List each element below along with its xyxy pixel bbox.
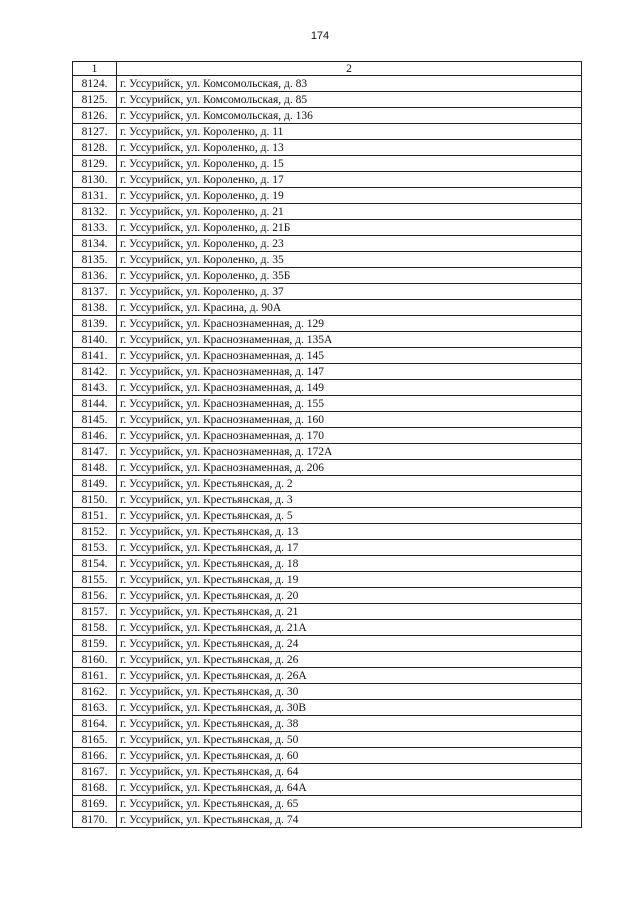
table-row (73, 508, 582, 524)
row-number: 8166. (73, 748, 117, 764)
table-row (73, 476, 582, 492)
row-number: 8134. (73, 236, 117, 252)
row-number: 8162. (73, 684, 117, 700)
table-row (73, 764, 582, 780)
row-number: 8137. (73, 284, 117, 300)
row-address: г. Уссурийск, ул. Короленко, д. 23 (117, 236, 582, 252)
table-row (73, 444, 582, 460)
table-row (73, 652, 582, 668)
row-number: 8145. (73, 412, 117, 428)
table-row (73, 460, 582, 476)
row-address: г. Уссурийск, ул. Короленко, д. 21Б (117, 220, 582, 236)
column-header-number: 1 (73, 62, 117, 76)
row-address: г. Уссурийск, ул. Краснознаменная, д. 170 (117, 428, 582, 444)
table-row (73, 300, 582, 316)
row-address: г. Уссурийск, ул. Крестьянская, д. 38 (117, 716, 582, 732)
row-number: 8132. (73, 204, 117, 220)
row-address: г. Уссурийск, ул. Краснознаменная, д. 160 (117, 412, 582, 428)
table-row (73, 364, 582, 380)
row-number: 8126. (73, 108, 117, 124)
row-address: г. Уссурийск, ул. Крестьянская, д. 2 (117, 476, 582, 492)
row-address: г. Уссурийск, ул. Крестьянская, д. 30В (117, 700, 582, 716)
row-address: г. Уссурийск, ул. Короленко, д. 37 (117, 284, 582, 300)
row-address: г. Уссурийск, ул. Крестьянская, д. 18 (117, 556, 582, 572)
table-row (73, 604, 582, 620)
table-body (73, 76, 582, 828)
table-row (73, 332, 582, 348)
row-number: 8136. (73, 268, 117, 284)
row-address: г. Уссурийск, ул. Крестьянская, д. 30 (117, 684, 582, 700)
table-row (73, 140, 582, 156)
row-number: 8131. (73, 188, 117, 204)
row-number: 8135. (73, 252, 117, 268)
table-row (73, 700, 582, 716)
row-address: г. Уссурийск, ул. Крестьянская, д. 50 (117, 732, 582, 748)
table-header (73, 62, 582, 76)
row-number: 8154. (73, 556, 117, 572)
table-header-row (73, 62, 582, 76)
table-row (73, 732, 582, 748)
row-number: 8156. (73, 588, 117, 604)
row-number: 8155. (73, 572, 117, 588)
row-number: 8138. (73, 300, 117, 316)
table-row (73, 556, 582, 572)
row-address: г. Уссурийск, ул. Крестьянская, д. 60 (117, 748, 582, 764)
table-row (73, 188, 582, 204)
row-number: 8140. (73, 332, 117, 348)
row-number: 8149. (73, 476, 117, 492)
table-row (73, 396, 582, 412)
row-address: г. Уссурийск, ул. Короленко, д. 15 (117, 156, 582, 172)
row-address: г. Уссурийск, ул. Крестьянская, д. 26А (117, 668, 582, 684)
row-address: г. Уссурийск, ул. Крестьянская, д. 64А (117, 780, 582, 796)
row-address: г. Уссурийск, ул. Крестьянская, д. 64 (117, 764, 582, 780)
table-row (73, 636, 582, 652)
row-number: 8167. (73, 764, 117, 780)
row-number: 8127. (73, 124, 117, 140)
table-row (73, 524, 582, 540)
row-address: г. Уссурийск, ул. Крестьянская, д. 74 (117, 812, 582, 828)
row-number: 8150. (73, 492, 117, 508)
row-number: 8161. (73, 668, 117, 684)
row-number: 8152. (73, 524, 117, 540)
table-row (73, 540, 582, 556)
row-number: 8139. (73, 316, 117, 332)
row-number: 8157. (73, 604, 117, 620)
row-address: г. Уссурийск, ул. Крестьянская, д. 3 (117, 492, 582, 508)
row-address: г. Уссурийск, ул. Короленко, д. 35 (117, 252, 582, 268)
row-number: 8146. (73, 428, 117, 444)
row-address: г. Уссурийск, ул. Крестьянская, д. 65 (117, 796, 582, 812)
table-row (73, 796, 582, 812)
row-number: 8143. (73, 380, 117, 396)
row-address: г. Уссурийск, ул. Крестьянская, д. 21 (117, 604, 582, 620)
row-number: 8144. (73, 396, 117, 412)
row-address: г. Уссурийск, ул. Комсомольская, д. 85 (117, 92, 582, 108)
table-row (73, 412, 582, 428)
row-address: г. Уссурийск, ул. Крестьянская, д. 20 (117, 588, 582, 604)
row-number: 8159. (73, 636, 117, 652)
row-address: г. Уссурийск, ул. Крестьянская, д. 21А (117, 620, 582, 636)
table-row (73, 588, 582, 604)
row-number: 8151. (73, 508, 117, 524)
row-number: 8158. (73, 620, 117, 636)
row-address: г. Уссурийск, ул. Краснознаменная, д. 172А (117, 444, 582, 460)
row-address: г. Уссурийск, ул. Крестьянская, д. 13 (117, 524, 582, 540)
page-number: 174 (310, 30, 330, 42)
row-address: г. Уссурийск, ул. Комсомольская, д. 83 (117, 76, 582, 92)
table-row (73, 620, 582, 636)
row-address: г. Уссурийск, ул. Комсомольская, д. 136 (117, 108, 582, 124)
row-number: 8130. (73, 172, 117, 188)
table-row (73, 380, 582, 396)
table-row (73, 684, 582, 700)
row-number: 8165. (73, 732, 117, 748)
table-row (73, 284, 582, 300)
row-address: г. Уссурийск, ул. Короленко, д. 35Б (117, 268, 582, 284)
row-number: 8147. (73, 444, 117, 460)
row-address: г. Уссурийск, ул. Краснознаменная, д. 129 (117, 316, 582, 332)
table-row (73, 668, 582, 684)
column-header-address: 2 (117, 62, 582, 76)
table-row (73, 716, 582, 732)
table-row (73, 348, 582, 364)
row-number: 8125. (73, 92, 117, 108)
row-address: г. Уссурийск, ул. Краснознаменная, д. 149 (117, 380, 582, 396)
table-row (73, 156, 582, 172)
row-number: 8133. (73, 220, 117, 236)
row-number: 8160. (73, 652, 117, 668)
table-row (73, 124, 582, 140)
row-address: г. Уссурийск, ул. Крестьянская, д. 24 (117, 636, 582, 652)
row-number: 8124. (73, 76, 117, 92)
table-row (73, 108, 582, 124)
table-row (73, 252, 582, 268)
row-number: 8170. (73, 812, 117, 828)
row-number: 8153. (73, 540, 117, 556)
row-address: г. Уссурийск, ул. Краснознаменная, д. 145 (117, 348, 582, 364)
row-address: г. Уссурийск, ул. Красина, д. 90А (117, 300, 582, 316)
table-row (73, 76, 582, 92)
row-address: г. Уссурийск, ул. Короленко, д. 13 (117, 140, 582, 156)
row-number: 8128. (73, 140, 117, 156)
table-row (73, 572, 582, 588)
row-address: г. Уссурийск, ул. Короленко, д. 21 (117, 204, 582, 220)
row-address: г. Уссурийск, ул. Короленко, д. 11 (117, 124, 582, 140)
row-address: г. Уссурийск, ул. Крестьянская, д. 17 (117, 540, 582, 556)
row-address: г. Уссурийск, ул. Крестьянская, д. 26 (117, 652, 582, 668)
row-address: г. Уссурийск, ул. Короленко, д. 17 (117, 172, 582, 188)
table-row (73, 492, 582, 508)
row-address: г. Уссурийск, ул. Крестьянская, д. 19 (117, 572, 582, 588)
address-table (72, 61, 582, 828)
table-row (73, 812, 582, 828)
table-row (73, 220, 582, 236)
table-row (73, 204, 582, 220)
table-row (73, 236, 582, 252)
row-address: г. Уссурийск, ул. Краснознаменная, д. 135А (117, 332, 582, 348)
table-row (73, 316, 582, 332)
row-address: г. Уссурийск, ул. Короленко, д. 19 (117, 188, 582, 204)
row-address: г. Уссурийск, ул. Краснознаменная, д. 155 (117, 396, 582, 412)
row-number: 8148. (73, 460, 117, 476)
table-row (73, 172, 582, 188)
row-number: 8169. (73, 796, 117, 812)
row-number: 8129. (73, 156, 117, 172)
row-number: 8168. (73, 780, 117, 796)
table-row (73, 268, 582, 284)
row-address: г. Уссурийск, ул. Краснознаменная, д. 206 (117, 460, 582, 476)
table-row (73, 780, 582, 796)
row-number: 8164. (73, 716, 117, 732)
table-row (73, 92, 582, 108)
row-address: г. Уссурийск, ул. Краснознаменная, д. 147 (117, 364, 582, 380)
row-address: г. Уссурийск, ул. Крестьянская, д. 5 (117, 508, 582, 524)
table-row (73, 748, 582, 764)
table-row (73, 428, 582, 444)
row-number: 8142. (73, 364, 117, 380)
row-number: 8163. (73, 700, 117, 716)
row-number: 8141. (73, 348, 117, 364)
